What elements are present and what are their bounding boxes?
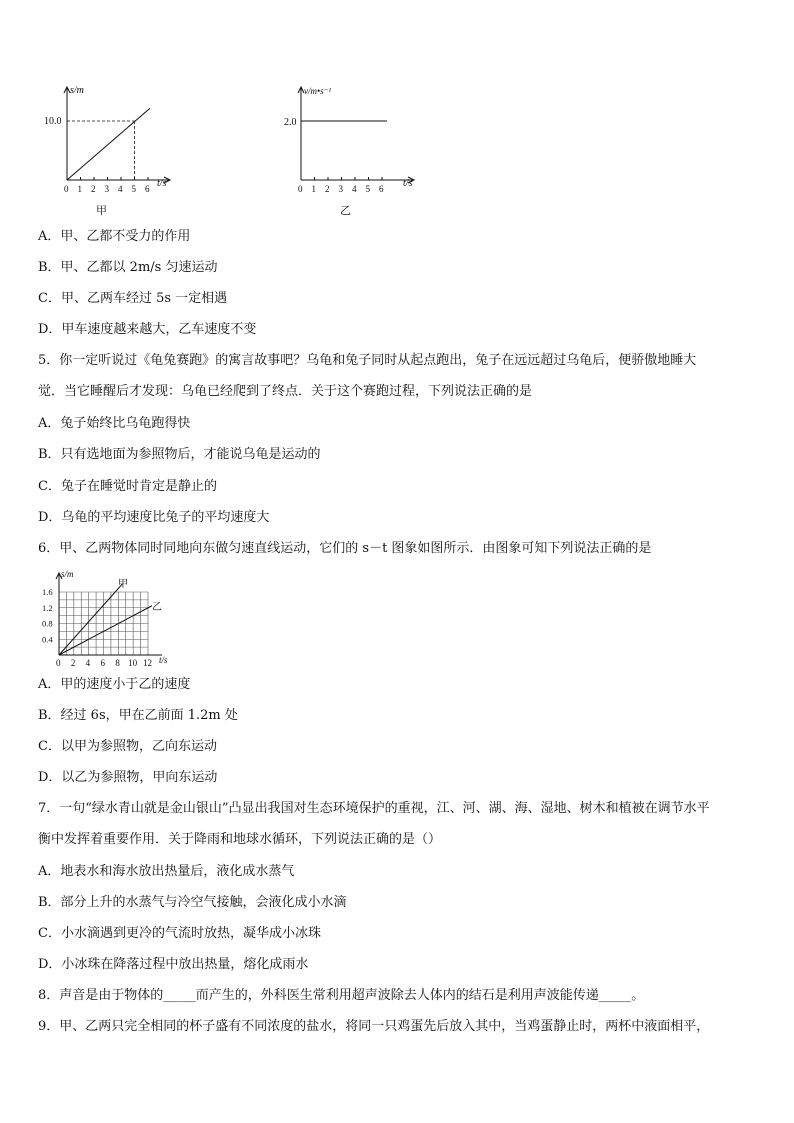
yi-x-axis-label: t/s (403, 178, 413, 189)
q6-y-axis-label: s/m (61, 569, 74, 579)
q6-option-c: C．以甲为参照物，乙向东运动 (38, 739, 217, 754)
q6-series-jia-line (59, 584, 122, 655)
figure-yi-v-t-graph (274, 80, 434, 195)
yi-x-tick-label: 6 (379, 184, 384, 194)
q6-y-tick-label: 1.2 (42, 602, 53, 613)
figure-jia-caption: 甲 (96, 204, 107, 217)
q6-y-tick-label: 1.6 (42, 587, 53, 597)
q7-option-c: C．小水滴遇到更冷的气流时放热，凝华成小冰珠 (38, 926, 321, 941)
jia-x-tick-label: 6 (145, 184, 150, 194)
figure-yi-caption: 乙 (340, 204, 351, 217)
figure-jia-s-t-graph (40, 80, 190, 195)
q7-option-b: B．部分上升的水蒸气与冷空气接触，会液化成小水滴 (38, 895, 347, 910)
jia-x-tick-label: 3 (104, 184, 109, 194)
q6-label-yi: 乙 (152, 602, 162, 613)
q4-option-b: B．甲、乙都以 2m/s 匀速运动 (38, 260, 218, 275)
q6-x-tick-label: 8 (115, 658, 120, 668)
yi-y-tick: 2.0 (284, 117, 297, 128)
q6-x-tick-label: 0 (56, 658, 61, 668)
jia-y-tick: 10.0 (44, 116, 62, 127)
q5-option-c: C．兔子在睡觉时肯定是静止的 (38, 479, 217, 494)
q7-stem-line1: 7．一句“绿水青山就是金山银山”凸显出我国对生态环境保护的重视，江、河、湖、海、湿地、树木和植被在调节水平 (38, 801, 710, 816)
q6-y-ticks (42, 587, 53, 644)
q6-stem: 6．甲、乙两物体同时同地向东做匀速直线运动，它们的 s－t 图象如图所示．由图象可知下列说法正确的是 (38, 541, 652, 556)
q6-x-tick-label: 6 (100, 658, 105, 668)
q7-stem-line2: 衡中发挥着重要作用．关于降雨和地球水循环，下列说法正确的是（） (38, 832, 442, 847)
q6-x-tick-label: 4 (85, 658, 91, 668)
jia-x-tick-label: 0 (64, 184, 69, 194)
q6-x-tick-label: 2 (70, 658, 76, 668)
q5-option-b: B．只有选地面为参照物后，才能说乌龟是运动的 (38, 447, 321, 462)
q6-series-yi-line (59, 606, 152, 655)
q7-option-a: A．地表水和海水放出热量后，液化成水蒸气 (38, 864, 295, 879)
yi-x-tick-label: 0 (298, 184, 303, 194)
q6-x-axis-label: t/s (159, 655, 168, 665)
yi-x-tick-label: 3 (338, 184, 343, 194)
jia-x-tick-label: 1 (77, 184, 82, 194)
q8-text: 8．声音是由于物体的_____而产生的，外科医生常利用超声波除去人体内的结石是利用声波能传递_____。 (38, 988, 645, 1003)
q4-option-c: C．甲、乙两车经过 5s 一定相遇 (38, 291, 228, 306)
q6-x-tick-label: 10 (128, 658, 138, 668)
q5-stem-line1: 5．你一定听说过《龟兔赛跑》的寓言故事吧？乌龟和兔子同时从起点跑出，兔子在远远超过乌龟后，便骄傲地睡大 (38, 353, 697, 368)
yi-y-axis-label: v/m•s⁻¹ (304, 86, 332, 96)
q6-y-tick-label: 0.4 (42, 634, 53, 645)
q6-x-ticks (56, 658, 152, 668)
q6-option-d: D．以乙为参照物，甲向东运动 (38, 770, 218, 785)
q6-option-b: B．经过 6s，甲在乙前面 1.2m 处 (38, 708, 238, 723)
figure-q6-s-t-graph (36, 566, 186, 672)
q6-x-tick-label: 12 (143, 658, 152, 668)
q6-y-tick-label: 0.8 (42, 618, 53, 629)
jia-data-line (67, 108, 150, 180)
q4-option-a: A．甲、乙都不受力的作用 (38, 229, 191, 244)
yi-x-tick-label: 5 (365, 184, 370, 194)
jia-x-tick-label: 4 (118, 184, 123, 194)
q9-text: 9．甲、乙两只完全相同的杯子盛有不同浓度的盐水，将同一只鸡蛋先后放入其中，当鸡蛋静止时，两杯中液面相平， (38, 1019, 710, 1034)
jia-y-axis-label: s/m (70, 85, 84, 96)
q6-grid (59, 592, 148, 655)
jia-x-axis-label: t/s (157, 178, 167, 189)
yi-x-tick-label: 1 (311, 184, 316, 194)
q6-label-jia: 甲 (118, 579, 128, 590)
yi-x-tick-label: 4 (352, 184, 357, 194)
jia-x-tick-label: 5 (131, 184, 136, 194)
jia-x-tick-label: 2 (91, 184, 96, 194)
yi-x-tick-label: 2 (325, 184, 330, 194)
q5-stem-line2: 觉．当它睡醒后才发现：乌龟已经爬到了终点．关于这个赛跑过程，下列说法正确的是 (38, 384, 533, 399)
q6-option-a: A．甲的速度小于乙的速度 (38, 677, 191, 692)
q4-option-d: D．甲车速度越来越大，乙车速度不变 (38, 322, 257, 337)
q5-option-a: A．兔子始终比乌龟跑得快 (38, 416, 191, 431)
q7-option-d: D．小冰珠在降落过程中放出热量，熔化成雨水 (38, 957, 309, 972)
q5-option-d: D．乌龟的平均速度比兔子的平均速度大 (38, 510, 270, 525)
